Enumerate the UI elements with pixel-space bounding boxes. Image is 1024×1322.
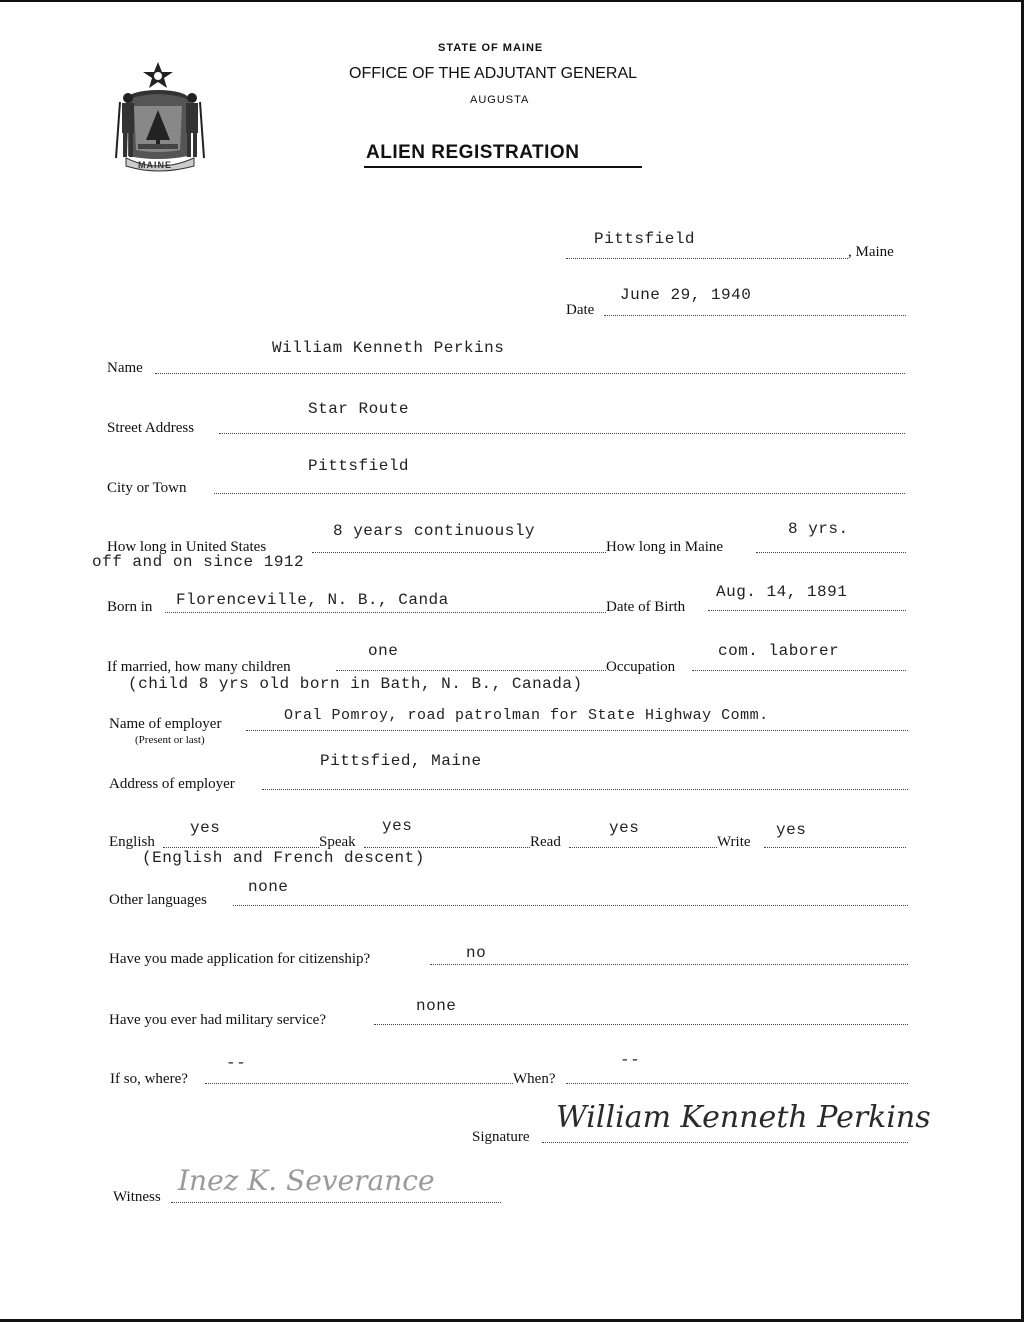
occupation-line bbox=[692, 670, 906, 671]
date-value: June 29, 1940 bbox=[620, 286, 752, 304]
signature-label: Signature bbox=[472, 1129, 530, 1145]
street-line bbox=[219, 433, 905, 434]
street-label: Street Address bbox=[107, 420, 195, 436]
write-label: Write bbox=[717, 834, 751, 850]
speak-label: Speak bbox=[319, 834, 356, 850]
seal-banner-text: MAINE bbox=[138, 160, 172, 170]
employer-value: Oral Pomroy, road patrolman for State Highway Comm. bbox=[284, 707, 769, 724]
occupation-label: Occupation bbox=[606, 659, 676, 675]
other-languages-label: Other languages bbox=[109, 892, 207, 908]
military-value: none bbox=[416, 997, 457, 1015]
us-duration-value: 8 years continuously bbox=[333, 522, 536, 540]
born-value: Florenceville, N. B., Canda bbox=[176, 591, 449, 609]
date-line bbox=[604, 315, 906, 316]
city-value: Pittsfield bbox=[308, 457, 410, 475]
us-duration-label: How long in United States bbox=[107, 539, 267, 555]
title-underline bbox=[364, 166, 642, 168]
employer-address-line bbox=[262, 789, 908, 790]
employer-line bbox=[246, 730, 908, 731]
english-value: yes bbox=[190, 819, 221, 837]
office-heading: OFFICE OF THE ADJUTANT GENERAL bbox=[349, 65, 638, 82]
born-label: Born in bbox=[107, 599, 153, 615]
citizenship-value: no bbox=[466, 944, 487, 962]
languages-note: (English and French descent) bbox=[142, 849, 425, 867]
other-languages-line bbox=[233, 905, 908, 906]
write-line bbox=[764, 847, 906, 848]
witness-line bbox=[171, 1202, 501, 1203]
where-label: If so, where? bbox=[110, 1071, 188, 1087]
witness-label: Witness bbox=[113, 1189, 161, 1205]
city-label: City or Town bbox=[107, 480, 187, 496]
english-label: English bbox=[109, 834, 155, 850]
signature-handwritten: William Kenneth Perkins bbox=[556, 1100, 931, 1135]
english-line bbox=[163, 847, 319, 848]
speak-line bbox=[364, 847, 530, 848]
military-line bbox=[374, 1024, 908, 1025]
place-suffix: , Maine bbox=[848, 244, 894, 260]
us-duration-line bbox=[312, 552, 606, 553]
state-seal bbox=[108, 58, 218, 176]
write-value: yes bbox=[776, 821, 807, 839]
name-line bbox=[155, 373, 905, 374]
dob-line bbox=[708, 610, 906, 611]
read-value: yes bbox=[609, 819, 640, 837]
born-line bbox=[165, 612, 606, 613]
us-duration-note: off and on since 1912 bbox=[92, 553, 305, 571]
where-line bbox=[205, 1083, 513, 1084]
children-line bbox=[336, 670, 606, 671]
occupation-value: com. laborer bbox=[718, 642, 840, 660]
maine-duration-label: How long in Maine bbox=[606, 539, 724, 555]
city-heading: AUGUSTA bbox=[470, 94, 530, 106]
when-line bbox=[566, 1083, 908, 1084]
read-line bbox=[569, 847, 717, 848]
page-title: ALIEN REGISTRATION bbox=[366, 142, 580, 163]
employer-sublabel: (Present or last) bbox=[135, 734, 205, 746]
seal-graphic bbox=[108, 58, 218, 176]
employer-address-value: Pittsfied, Maine bbox=[320, 752, 482, 770]
name-label: Name bbox=[107, 360, 143, 376]
city-line bbox=[214, 493, 905, 494]
read-label: Read bbox=[530, 834, 561, 850]
name-value: William Kenneth Perkins bbox=[272, 339, 505, 357]
witness-handwritten: Inez K. Severance bbox=[178, 1164, 435, 1197]
other-languages-value: none bbox=[248, 878, 289, 896]
when-label: When? bbox=[513, 1071, 556, 1087]
place-line bbox=[566, 258, 848, 259]
dob-label: Date of Birth bbox=[606, 599, 686, 615]
dob-value: Aug. 14, 1891 bbox=[716, 583, 848, 601]
children-value: one bbox=[368, 642, 399, 660]
children-note: (child 8 yrs old born in Bath, N. B., Canada) bbox=[128, 675, 583, 693]
street-value: Star Route bbox=[308, 400, 410, 418]
when-value: -- bbox=[620, 1051, 641, 1069]
speak-value: yes bbox=[382, 817, 413, 835]
military-label: Have you ever had military service? bbox=[109, 1012, 326, 1028]
where-value: -- bbox=[226, 1054, 247, 1072]
date-label: Date bbox=[566, 302, 595, 318]
state-heading: STATE OF MAINE bbox=[438, 42, 544, 54]
maine-duration-line bbox=[756, 552, 906, 553]
children-label: If married, how many children bbox=[107, 659, 291, 675]
maine-duration-value: 8 yrs. bbox=[788, 520, 849, 538]
citizenship-label: Have you made application for citizenship? bbox=[109, 951, 371, 967]
employer-address-label: Address of employer bbox=[109, 776, 235, 792]
citizenship-line bbox=[430, 964, 908, 965]
place-value: Pittsfield bbox=[594, 230, 696, 248]
signature-line bbox=[542, 1142, 908, 1143]
top-border bbox=[0, 0, 1024, 2]
employer-label: Name of employer bbox=[109, 716, 222, 732]
